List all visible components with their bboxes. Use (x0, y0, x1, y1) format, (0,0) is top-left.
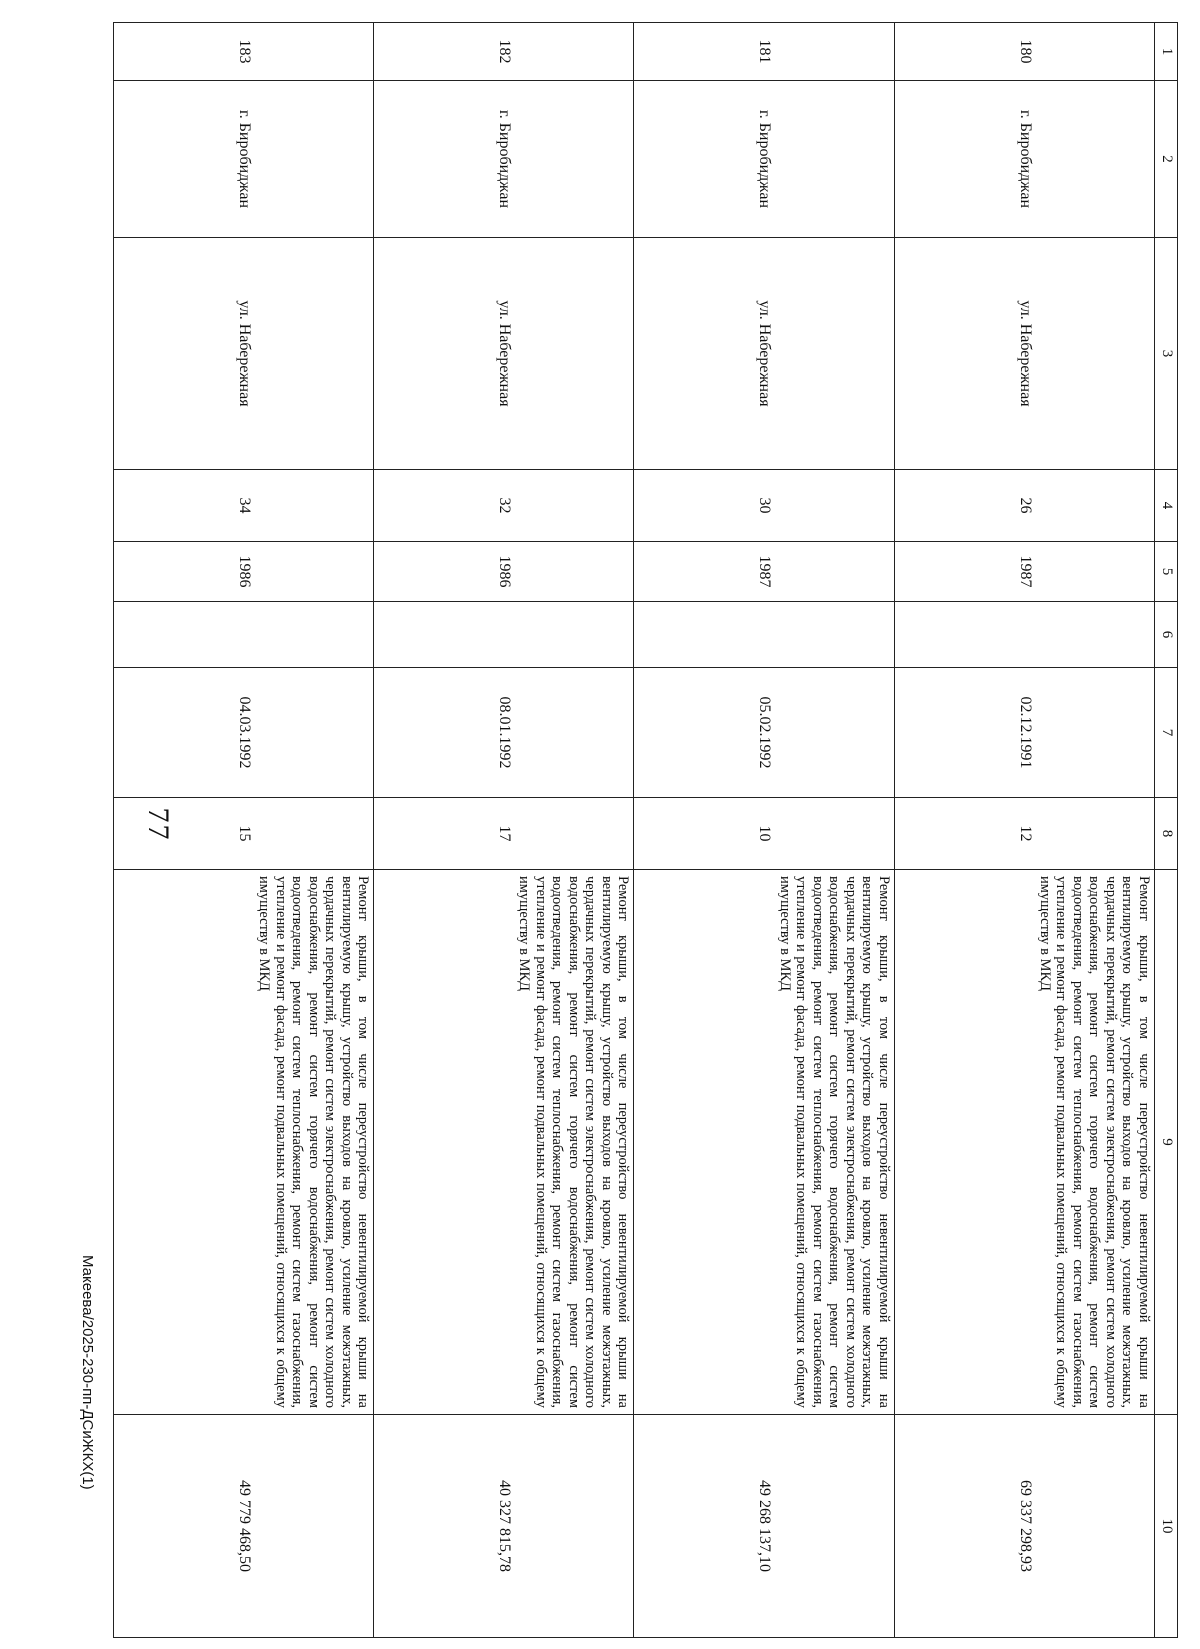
year-cell: 1987 (894, 542, 1154, 602)
table-header-row (1155, 23, 1178, 1638)
amount-cell: 49 268 137,10 (634, 1415, 894, 1638)
column-8-cell: 12 (894, 798, 1154, 870)
amount-cell: 69 337 298,93 (894, 1415, 1154, 1638)
date-cell: 04.03.1992 (114, 668, 374, 798)
column-8-cell: 17 (374, 798, 634, 870)
column-header: 8 (1155, 798, 1178, 870)
row-number: 183 (114, 23, 374, 81)
date-cell: 02.12.1991 (894, 668, 1154, 798)
column-header: 10 (1155, 1415, 1178, 1638)
date-cell: 05.02.1992 (634, 668, 894, 798)
house-number-cell: 34 (114, 470, 374, 542)
amount-cell: 40 327 815,78 (374, 1415, 634, 1638)
house-number-cell: 32 (374, 470, 634, 542)
works-description-cell: Ремонт крыши, в том числе переустройство невентилируемой крыши на вентилируемую крышу, устройство выходов на кровлю, усиление межэтажных, чердачных перекрытий, ремонт систем электроснабжения, ремонт систем холодного водоснабжения, ремонт систем горячего водоснабжения, ремонт систем водоотведения, ремонт систем теплоснабжения, ремонт систем газоснабжения, утепление и ремонт фасада, ремонт подвальных помещений, относящихся к общему имуществу в МКД (634, 870, 894, 1415)
house-number-cell: 26 (894, 470, 1154, 542)
column-header: 4 (1155, 470, 1178, 542)
date-cell: 08.01.1992 (374, 668, 634, 798)
document-code: Макеева/2025-230-пп-ДСиЖКХ(1) (79, 1255, 96, 1490)
street-cell: ул. Набережная (894, 238, 1154, 470)
works-description-cell: Ремонт крыши, в том числе переустройство невентилируемой крыши на вентилируемую крышу, устройство выходов на кровлю, усиление межэтажных, чердачных перекрытий, ремонт систем электроснабжения, ремонт систем холодного водоснабжения, ремонт систем горячего водоснабжения, ремонт систем водоотведения, ремонт систем теплоснабжения, ремонт систем газоснабжения, утепление и ремонт фасада, ремонт подвальных помещений, относящихся к общему имуществу в МКД (114, 870, 374, 1415)
column-6-cell (634, 602, 894, 668)
column-6-cell (894, 602, 1154, 668)
house-number-cell: 30 (634, 470, 894, 542)
street-cell: ул. Набережная (114, 238, 374, 470)
row-number: 181 (634, 23, 894, 81)
column-header: 1 (1155, 23, 1178, 81)
column-6-cell (374, 602, 634, 668)
street-cell: ул. Набережная (374, 238, 634, 470)
column-header: 5 (1155, 542, 1178, 602)
row-number: 182 (374, 23, 634, 81)
column-header: 3 (1155, 238, 1178, 470)
row-number: 180 (894, 23, 1154, 81)
year-cell: 1986 (374, 542, 634, 602)
year-cell: 1987 (634, 542, 894, 602)
table-row (894, 23, 1154, 1638)
table-row (634, 23, 894, 1638)
city-cell: г. Биробиджан (114, 81, 374, 238)
table-row (374, 23, 634, 1638)
works-description-cell: Ремонт крыши, в том числе переустройство невентилируемой крыши на вентилируемую крышу, устройство выходов на кровлю, усиление межэтажных, чердачных перекрытий, ремонт систем электроснабжения, ремонт систем холодного водоснабжения, ремонт систем горячего водоснабжения, ремонт систем водоотведения, ремонт систем теплоснабжения, ремонт систем газоснабжения, утепление и ремонт фасада, ремонт подвальных помещений, относящихся к общему имуществу в МКД (374, 870, 634, 1415)
register-table (113, 22, 1178, 1638)
city-cell: г. Биробиджан (634, 81, 894, 238)
street-cell: ул. Набережная (634, 238, 894, 470)
city-cell: г. Биробиджан (894, 81, 1154, 238)
amount-cell: 49 779 468,50 (114, 1415, 374, 1638)
year-cell: 1986 (114, 542, 374, 602)
works-description-cell: Ремонт крыши, в том числе переустройство невентилируемой крыши на вентилируемую крышу, устройство выходов на кровлю, усиление межэтажных, чердачных перекрытий, ремонт систем электроснабжения, ремонт систем холодного водоснабжения, ремонт систем горячего водоснабжения, ремонт систем водоотведения, ремонт систем теплоснабжения, ремонт систем газоснабжения, утепление и ремонт фасада, ремонт подвальных помещений, относящихся к общему имуществу в МКД (894, 870, 1154, 1415)
page-number: 77 (142, 807, 175, 842)
column-header: 9 (1155, 870, 1178, 1415)
column-8-cell: 10 (634, 798, 894, 870)
column-header: 7 (1155, 668, 1178, 798)
column-header: 6 (1155, 602, 1178, 668)
column-8-cell: 15 (114, 798, 374, 870)
city-cell: г. Биробиджан (374, 81, 634, 238)
column-header: 2 (1155, 81, 1178, 238)
